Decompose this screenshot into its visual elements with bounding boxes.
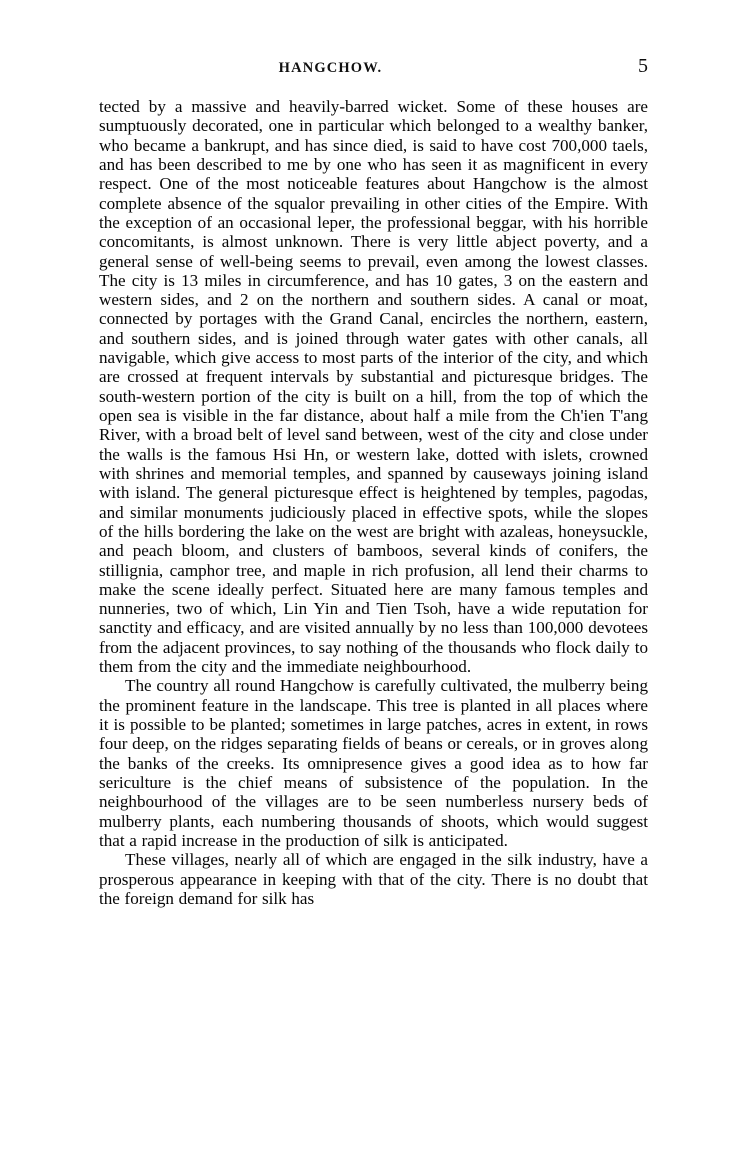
page-number: 5 bbox=[638, 55, 648, 77]
paragraph-3: These villages, nearly all of which are engaged in the silk industry, have a prosperous appearance in keeping with that of the city. There is no doubt that the foreign demand for silk has bbox=[99, 850, 648, 908]
running-head-title: HANGCHOW. bbox=[278, 60, 383, 76]
paragraph-1: tected by a massive and heavily-barred wicket. Some of these houses are sumptuously decorated, one in particular which belonged to a wealthy banker, who became a bankrupt, and has since died, is said to have cost 700,000 taels, and has been described to me by one who has seen it as magnificent in every respect. One of the most noticeable features about Hangchow is the almost complete absence of the squalor prevailing in other cities of the Empire. With the exception of an occasional leper, the professional beggar, with his horrible concomitants, is almost unknown. There is very little abject poverty, and a general sense of well-being seems to prevail, even among the lowest classes. The city is 13 miles in circumference, and has 10 gates, 3 on the eastern and western sides, and 2 on the northern and southern sides. A canal or moat, connected by portages with the Grand Canal, encircles the northern, eastern, and southern sides, and is joined through water gates with other canals, all navigable, which give access to most parts of the interior of the city, and which are crossed at frequent intervals by substantial and picturesque bridges. The south-western portion of the city is built on a hill, from the top of which the open sea is visible in the far distance, about half a mile from the Ch'ien T'ang River, with a broad belt of level sand between, west of the city and close under the walls is the famous Hsi Hn, or western lake, dotted with islets, crowned with shrines and memorial temples, and spanned by causeways joining island with island. The general picturesque effect is heightened by temples, pagodas, and similar monuments judiciously placed in effective spots, while the slopes of the hills bordering the lake on the west are bright with azaleas, honeysuckle, and peach bloom, and clusters of bamboos, several kinds of conifers, the stillignia, camphor tree, and maple in rich profusion, all lend their charms to make the scene ideally perfect. Situated here are many famous temples and nunneries, two of which, Lin Yin and Tien Tsoh, have a wide reputation for sanctity and efficacy, and are visited annually by no less than 100,000 devotees from the adjacent provinces, to say nothing of the thousands who flock daily to them from the city and the immediate neighbourhood. bbox=[99, 97, 648, 677]
body-text-block bbox=[99, 97, 648, 908]
paragraph-2: The country all round Hangchow is carefully cultivated, the mulberry being the prominent feature in the landscape. This tree is planted in all places where it is possible to be planted; sometimes in large patches, acres in extent, in rows four deep, on the ridges separating fields of beans or cereals, or in groves along the banks of the creeks. Its omnipresence gives a good idea as to how far sericulture is the chief means of subsistence of the population. In the neighbourhood of the villages are to be seen numberless nursery beds of mulberry plants, each numbering thousands of shoots, which would suggest that a rapid increase in the production of silk is anticipated. bbox=[99, 676, 648, 850]
running-head bbox=[99, 55, 648, 82]
